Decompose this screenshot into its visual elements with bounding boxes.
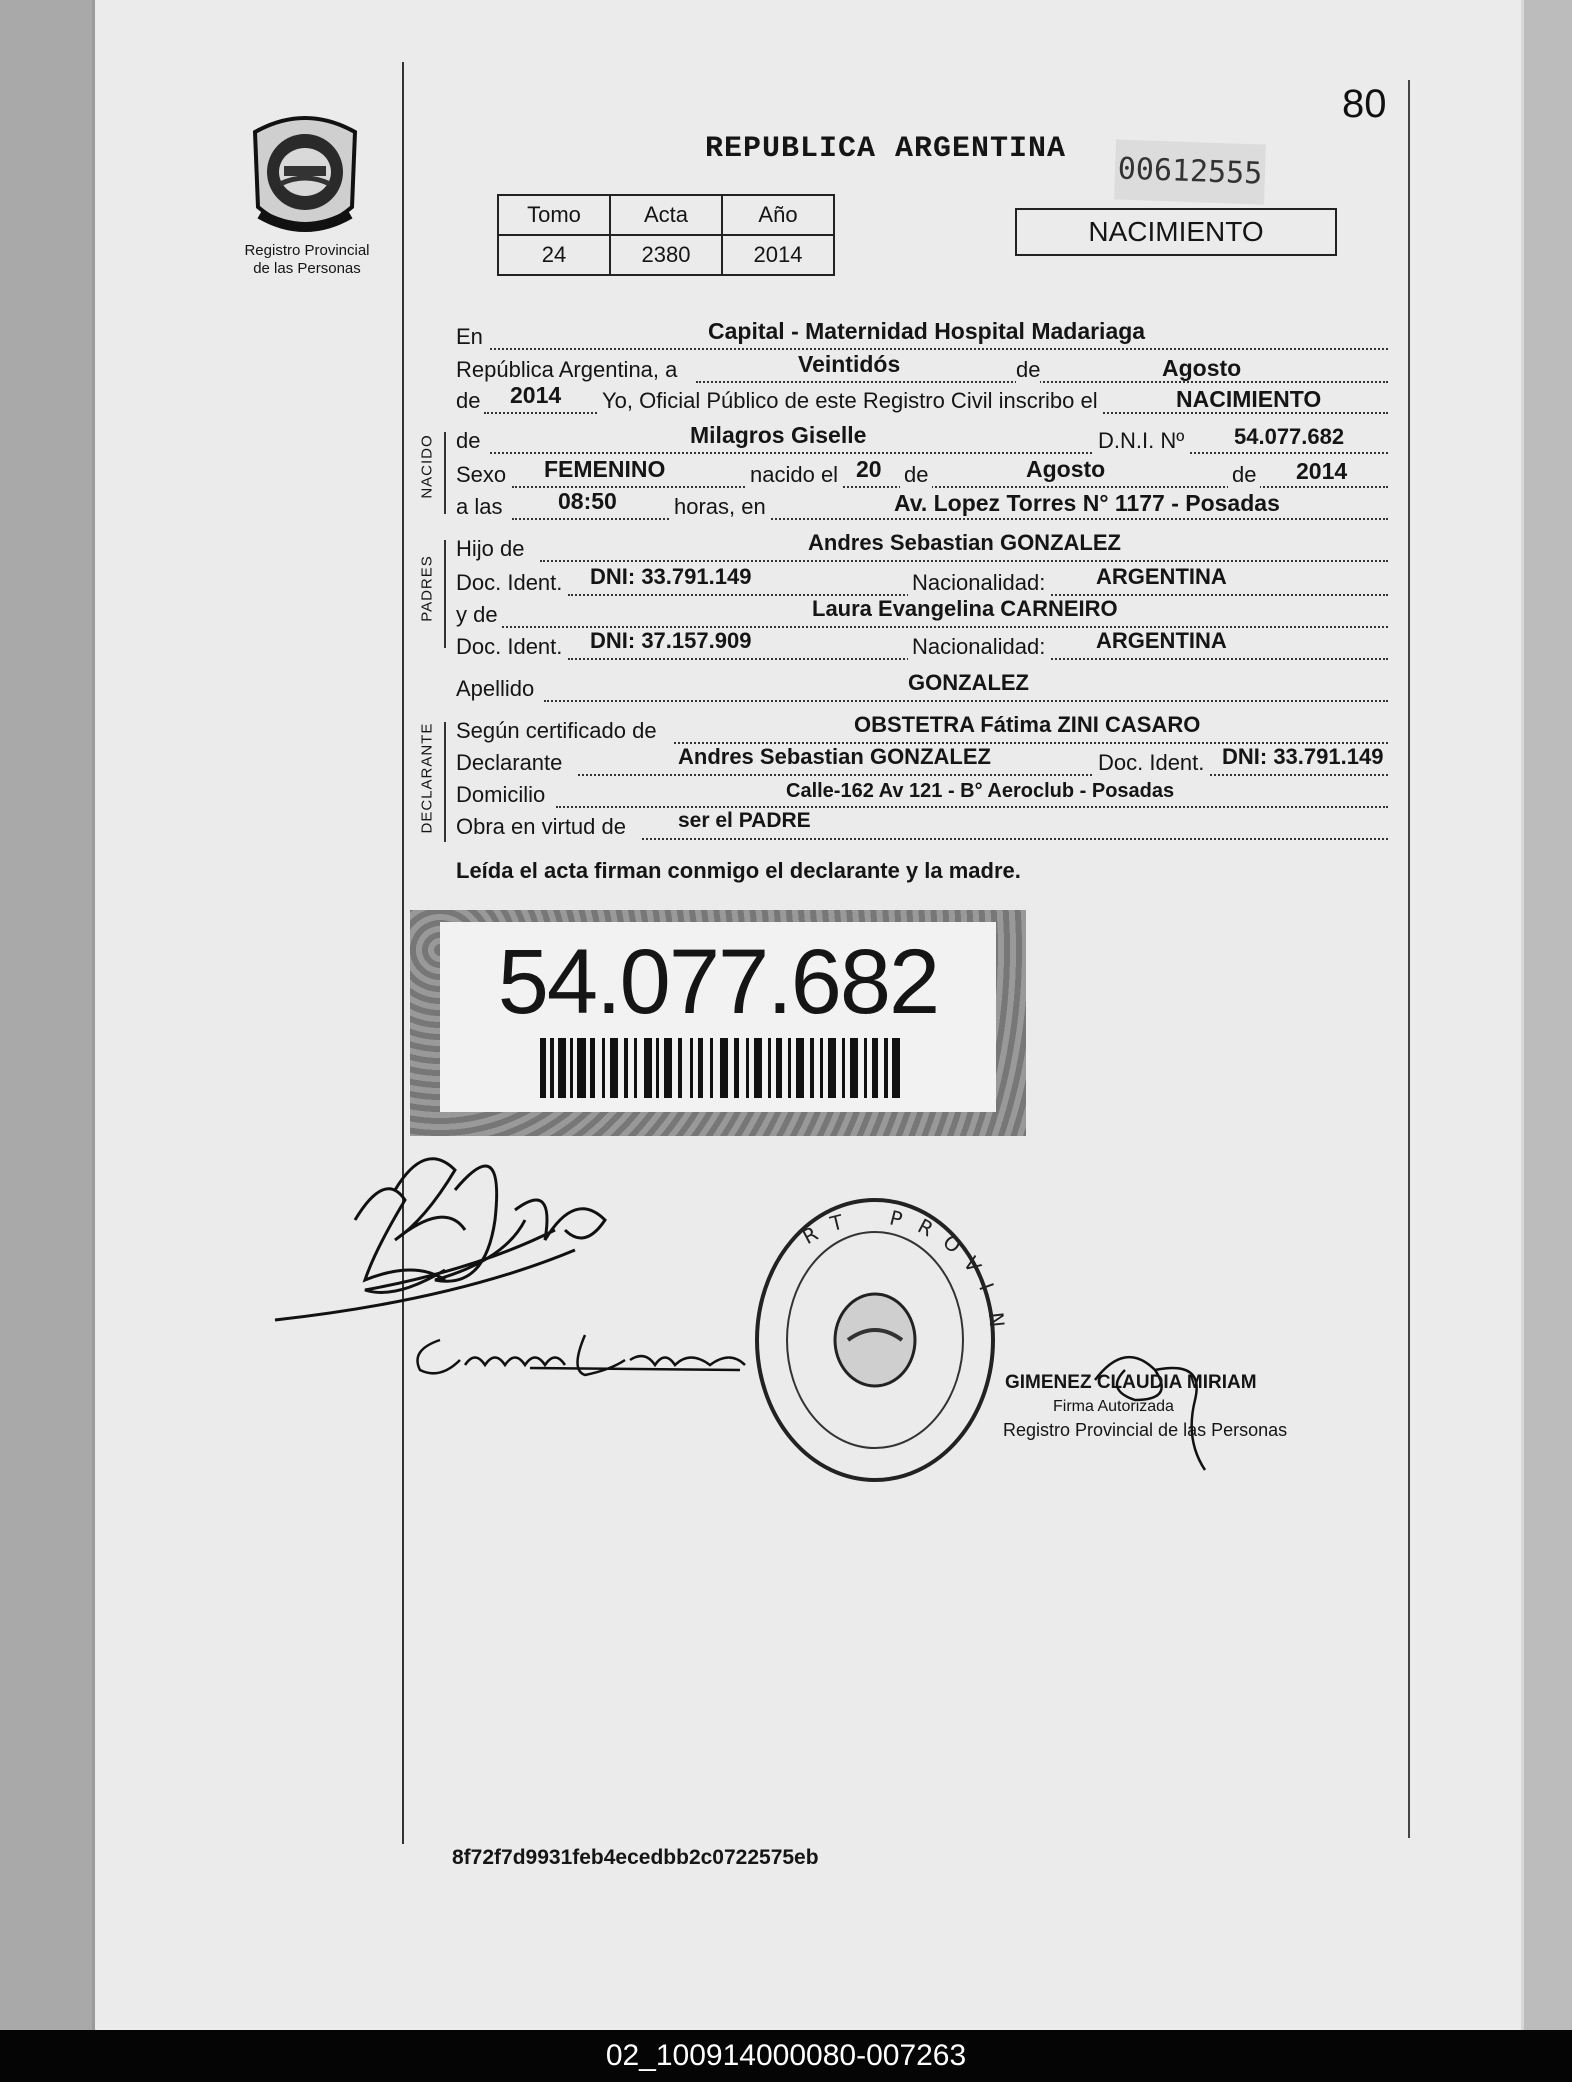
- nacido-section-rule: [444, 432, 446, 514]
- label-segun-certificado: Según certificado de: [456, 718, 657, 743]
- page-number: 80: [1342, 82, 1387, 126]
- record-table-value-row: [498, 235, 834, 275]
- label-doc-ident-mother: Doc. Ident.: [456, 634, 563, 659]
- label-de-birth-month: de: [900, 460, 932, 490]
- value-sexo: FEMENINO: [544, 456, 666, 482]
- province-coat-of-arms-icon: [240, 112, 370, 252]
- scan-footer-id: 02_100914000080-007263: [0, 2030, 1572, 2082]
- value-mother-doc: DNI: 37.157.909: [590, 628, 752, 653]
- official-name: GIMENEZ CLAUDIA MIRIAM: [1005, 1372, 1257, 1393]
- label-de-year: de: [456, 388, 481, 413]
- official-role: Firma Autorizada: [1053, 1398, 1174, 1415]
- svg-text:R: R: [798, 1221, 822, 1250]
- section-label-padres: PADRES: [418, 555, 436, 622]
- record-table: [497, 194, 835, 276]
- value-month: Agosto: [1162, 355, 1242, 381]
- declarant-signature-icon: [275, 1130, 655, 1340]
- dotted-leader: [512, 518, 1388, 520]
- svg-text:P: P: [887, 1205, 905, 1232]
- label-obra-en-virtud: Obra en virtud de: [456, 814, 626, 839]
- value-place: Capital - Maternidad Hospital Madariaga: [708, 318, 1146, 344]
- value-father-name: Andres Sebastian GONZALEZ: [808, 530, 1121, 555]
- dotted-leader: [490, 348, 1388, 350]
- padres-section-rule: [444, 540, 446, 648]
- serial-number-stamp: 00612555: [1114, 139, 1266, 204]
- line-father: [456, 530, 1388, 564]
- dotted-leader: [696, 381, 1388, 383]
- svg-text:T: T: [827, 1209, 846, 1236]
- section-label-nacido: NACIDO: [418, 434, 436, 499]
- value-event: NACIMIENTO: [1176, 386, 1322, 412]
- label-hijo-de: Hijo de: [456, 536, 525, 561]
- line-place: [456, 318, 1388, 352]
- table-value-acta: 2380: [610, 235, 722, 275]
- line-address: [456, 780, 1388, 810]
- line-date: [456, 351, 1388, 385]
- line-declarant: [456, 744, 1388, 778]
- official-registry: Registro Provincial de las Personas: [1003, 1420, 1288, 1440]
- line-surname: [456, 670, 1388, 704]
- label-doc-ident-declarant: Doc. Ident.: [1094, 748, 1208, 778]
- act-type-box: NACIMIENTO: [1015, 208, 1337, 256]
- scanner-edge: [0, 0, 92, 2082]
- label-y-de: y de: [456, 602, 498, 627]
- mother-signature-icon: [410, 1320, 750, 1400]
- label-nationality-father: Nacionalidad:: [908, 568, 1049, 598]
- table-header-tomo: Tomo: [498, 195, 610, 235]
- svg-text:O: O: [938, 1229, 966, 1259]
- label-register-text: Yo, Oficial Público de este Registro Civil inscribo el: [598, 386, 1102, 416]
- label-declarante: Declarante: [456, 750, 563, 775]
- svg-text:R: R: [913, 1213, 938, 1242]
- official-seal-icon: [750, 1190, 1010, 1490]
- value-surname: GONZALEZ: [908, 670, 1029, 695]
- table-header-anio: Año: [722, 195, 834, 235]
- label-horas-en: horas, en: [670, 492, 770, 522]
- value-birth-month: Agosto: [1026, 456, 1106, 482]
- country-title: REPUBLICA ARGENTINA: [705, 132, 1067, 166]
- label-a-las: a las: [456, 494, 503, 519]
- svg-text:I: I: [974, 1279, 999, 1294]
- label-republic: República Argentina, a: [456, 357, 678, 382]
- value-time: 08:50: [558, 488, 617, 514]
- value-virtue: ser el PADRE: [678, 809, 811, 832]
- label-de-name: de: [456, 428, 481, 453]
- label-sexo: Sexo: [456, 462, 507, 487]
- value-child-dni: 54.077.682: [1234, 424, 1345, 449]
- table-header-acta: Acta: [610, 195, 722, 235]
- declarante-section-rule: [444, 722, 446, 842]
- value-birth-year: 2014: [1296, 458, 1348, 484]
- label-dni: D.N.I. Nº: [1094, 426, 1188, 456]
- line-register: [456, 382, 1388, 416]
- table-value-anio: 2014: [722, 235, 834, 275]
- registry-label: Registro Provincial de las Personas: [244, 242, 370, 277]
- value-day-words: Veintidós: [798, 351, 901, 377]
- value-child-name: Milagros Giselle: [690, 422, 867, 448]
- label-de: de: [1016, 355, 1040, 385]
- value-certificate: OBSTETRA Fátima ZINI CASARO: [854, 712, 1201, 737]
- section-label-declarante: DECLARANTE: [418, 722, 436, 834]
- value-year: 2014: [510, 382, 562, 408]
- dni-sticker-number: 54.077.682: [497, 931, 939, 1033]
- dni-sticker: [410, 910, 1026, 1136]
- value-mother-nationality: ARGENTINA: [1096, 628, 1227, 653]
- label-domicilio: Domicilio: [456, 782, 546, 807]
- dotted-leader: [642, 838, 1388, 840]
- barcode-icon: [540, 1038, 900, 1098]
- label-en: En: [456, 324, 483, 349]
- value-father-nationality: ARGENTINA: [1096, 564, 1227, 589]
- value-declarant-address: Calle-162 Av 121 - B° Aeroclub - Posadas: [786, 780, 1175, 802]
- line-name: [456, 422, 1388, 456]
- value-birth-day: 20: [856, 456, 882, 482]
- label-de-birth-year: de: [1228, 460, 1260, 490]
- value-declarant-doc: DNI: 33.791.149: [1222, 744, 1384, 769]
- dni-sticker-label: [440, 922, 996, 1112]
- value-declarant-name: Andres Sebastian GONZALEZ: [678, 744, 991, 769]
- table-value-tomo: 24: [498, 235, 610, 275]
- value-birth-address: Av. Lopez Torres N° 1177 - Posadas: [894, 490, 1280, 516]
- value-father-doc: DNI: 33.791.149: [590, 564, 752, 589]
- label-nationality-mother: Nacionalidad:: [908, 632, 1049, 662]
- value-mother-name: Laura Evangelina CARNEIRO: [812, 596, 1118, 621]
- dotted-leader: [544, 700, 1388, 702]
- label-apellido: Apellido: [456, 676, 535, 701]
- svg-text:N: N: [983, 1310, 1010, 1329]
- label-doc-ident-father: Doc. Ident.: [456, 570, 563, 595]
- label-nacido-el: nacido el: [746, 460, 842, 490]
- record-table-header-row: [498, 195, 834, 235]
- svg-text:V: V: [958, 1252, 987, 1277]
- document-hash-code: 8f72f7d9931feb4ecedbb2c0722575eb: [452, 1846, 819, 1869]
- signed-note: Leída el acta firman conmigo el declarante y la madre.: [456, 858, 1021, 883]
- right-margin-rule: [1408, 80, 1410, 1838]
- left-margin-rule: [402, 62, 404, 1844]
- line-time-place: [456, 488, 1388, 522]
- line-mother-doc: [456, 628, 1388, 662]
- line-virtue: [456, 809, 1388, 842]
